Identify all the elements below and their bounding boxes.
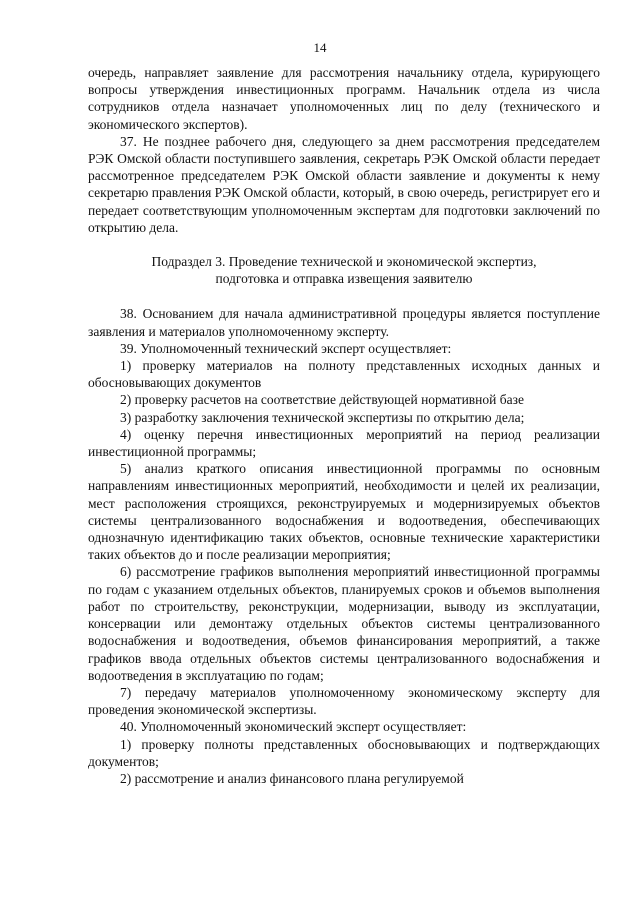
list-item-39-4: 4) оценку перечня инвестиционных мероприятий на период реализации инвестиционной программы; [88, 426, 600, 460]
paragraph-continuation: очередь, направляет заявление для рассмотрения начальнику отдела, курирующего вопросы утверждения инвестиционных программ. Начальник отдела из числа сотрудников отдела назначает уполномоченных лиц по делу (технического и экономического экспертов). [88, 65, 600, 132]
paragraph-38: 38. Основанием для начала административной процедуры является поступление заявления и материалов уполномоченному эксперту. [88, 306, 600, 339]
list-item-40-1: 1) проверку полноты представленных обосновывающих и подтверждающих документов; [88, 736, 600, 769]
list-item-39-6: 6) рассмотрение графиков выполнения мероприятий инвестиционной программы по годам с указанием отдельных объектов, планируемых сроков и объемов выполнения работ по строительству, реконструкции, модернизации, выводу из эксплуатации, консервации или демонтажу отдельных объектов системы централизованного водоснабжения и водоотведения, объемов финансирования мероприятий, а также графиков ввода отдельных объектов системы централизованного водоснабжения и водоотведения в эксплуатацию по годам; [88, 564, 600, 683]
list-item-39-5: 5) анализ краткого описания инвестиционной программы по основным направлениям инвестиционных мероприятий, необходимости и целей их реализации, мест расположения строящихся, реконструируемых и модернизируемых объектов системы централизованного водоснабжения и водоотведения, обеспечивающих однозначную идентификацию таких объектов, основные технические характеристики таких объектов до и после реализации мероприятия; [88, 461, 600, 563]
paragraph-39: 39. Уполномоченный технический эксперт осуществляет: [120, 340, 452, 356]
subsection-heading-line-1: Подраздел 3. Проведение технической и экономической экспертиз, [151, 254, 537, 270]
list-item-39-3: 3) разработку заключения технической экспертизы по открытию дела; [120, 409, 525, 425]
subsection-heading-line-2: подготовка и отправка извещения заявителю [215, 271, 473, 287]
page-number: 14 [313, 40, 327, 55]
list-item-39-7: 7) передачу материалов уполномоченному экономическому эксперту для проведения экономической экспертизы. [88, 684, 600, 718]
subsection-heading [88, 253, 600, 287]
paragraph-40: 40. Уполномоченный экономический эксперт осуществляет: [120, 719, 467, 735]
list-item-40-2: 2) рассмотрение и анализ финансового плана регулируемой [120, 770, 464, 786]
list-item-39-2: 2) проверку расчетов на соответствие действующей нормативной базе [120, 392, 524, 408]
document-body [88, 64, 600, 787]
list-item-39-1: 1) проверку материалов на полноту представленных исходных данных и обосновывающих документов [88, 358, 600, 391]
paragraph-37: 37. Не позднее рабочего дня, следующего за днем рассмотрения председателем РЭК Омской области поступившего заявления, секретарь РЭК Омской области передает рассмотренное председателем РЭК Омской области заявление и документы к нему секретарю правления РЭК Омской области, который, в свою очередь, регистрирует его и передает соответствующим уполномоченным экспертам для подготовки заключений по открытию дела. [88, 133, 600, 235]
